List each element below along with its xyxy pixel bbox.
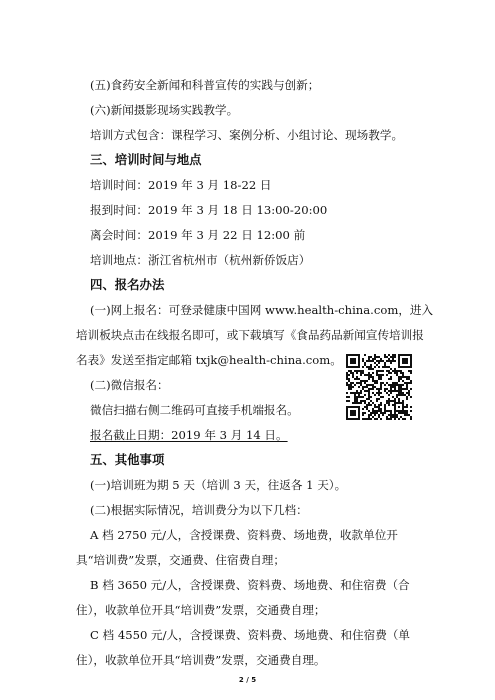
other-item-1: (一)培训班为期 5 天（培训 3 天，往返各 1 天）。 bbox=[90, 478, 347, 492]
registration-deadline bbox=[90, 427, 440, 443]
registration-deadline-text: 报名截止日期：2019 年 3 月 14 日。 bbox=[90, 428, 288, 442]
wechat-registration-heading: (二)微信报名： bbox=[90, 378, 169, 392]
training-time: 培训时间：2019 年 3 月 18-22 日 bbox=[90, 178, 272, 192]
other-item-2: (二)根据实际情况，培训费分为以下几档： bbox=[90, 503, 308, 517]
online-registration-line-2: 培训板块点击在线报名即可，或下载填写《食品药品新闻宣传培训报 bbox=[76, 328, 424, 342]
departure-time: 离会时间：2019 年 3 月 22 日 12:00 前 bbox=[90, 228, 306, 242]
fee-b-line-1: B 档 3650 元/人，含授课费、资料费、场地费、和住宿费（合 bbox=[90, 578, 410, 592]
training-methods: 培训方式包含：课程学习、案例分析、小组讨论、现场教学。 bbox=[90, 128, 404, 142]
section-heading-time-location: 三、培训时间与地点 bbox=[90, 152, 202, 167]
online-registration-line-3: 名表》发送至指定邮箱 txjk@health-china.com。 bbox=[76, 353, 342, 367]
wechat-registration-text: 微信扫描右侧二维码可直接手机端报名。 bbox=[90, 403, 299, 417]
text-line-6: (六)新闻摄影现场实践教学。 bbox=[90, 103, 239, 117]
fee-b-line-2: 住），收款单位开具“培训费”发票，交通费自理； bbox=[76, 603, 326, 617]
section-heading-other: 五、其他事项 bbox=[90, 452, 165, 467]
fee-c-line-2: 住），收款单位开具“培训费”发票，交通费自理。 bbox=[76, 653, 326, 667]
training-location: 培训地点：浙江省杭州市（杭州新侨饭店） bbox=[90, 253, 311, 267]
section-heading-registration: 四、报名办法 bbox=[90, 277, 165, 292]
fee-c-line-1: C 档 4550 元/人，含授课费、资料费、场地费、和住宿费（单 bbox=[90, 628, 410, 642]
fee-a-line-2: 具“培训费”发票，交通费、住宿费自理； bbox=[76, 553, 285, 567]
fee-a-line-1: A 档 2750 元/人，含授课费、资料费、场地费，收款单位开 bbox=[90, 528, 398, 542]
text-line-5: (五)食药安全新闻和科普宣传的实践与创新； bbox=[90, 78, 320, 92]
page-number: 2 / 5 bbox=[238, 676, 257, 684]
arrival-time: 报到时间：2019 年 3 月 18 日 13:00-20:00 bbox=[90, 203, 328, 217]
online-registration-line-1: (一)网上报名：可登录健康中国网 www.health-china.com，进入 bbox=[90, 303, 434, 317]
qr-code-icon[interactable] bbox=[346, 354, 412, 420]
